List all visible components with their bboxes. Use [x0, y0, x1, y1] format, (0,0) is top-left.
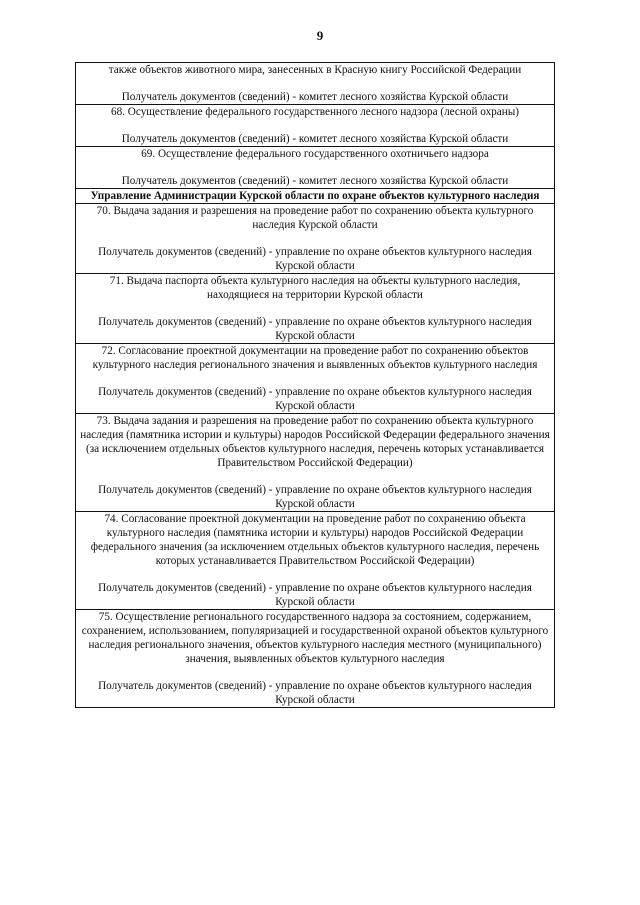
department-header-row	[76, 189, 555, 204]
table-row	[76, 344, 555, 414]
table-cell	[76, 105, 555, 147]
service-title: 70. Выдача задания и разрешения на проведение работ по сохранению объекта культурного наследия Курской области	[96, 205, 534, 231]
service-recipient: Получатель документов (сведений) - управление по охране объектов культурного наследия Курской области	[98, 680, 532, 706]
service-title: также объектов животного мира, занесенных в Красную книгу Российской Федерации	[108, 64, 522, 76]
table-cell	[76, 344, 555, 414]
service-title: 74. Согласование проектной документации на проведение работ по сохранению объекта культурного наследия (памятника истории и культуры) народов Российской Федерации федерального значения (за исключением отдельных объектов культурного наследия, перечень которых устанавливается Правительством Российской Федерации)	[90, 513, 540, 567]
service-recipient: Получатель документов (сведений) - комитет лесного хозяйства Курской области	[121, 91, 509, 103]
service-recipient: Получатель документов (сведений) - управление по охране объектов культурного наследия Курской области	[98, 386, 532, 412]
table-row	[76, 204, 555, 274]
table-cell	[76, 274, 555, 344]
table-cell	[76, 414, 555, 512]
service-recipient: Получатель документов (сведений) - управление по охране объектов культурного наследия Курской области	[98, 582, 532, 608]
table-cell	[76, 147, 555, 189]
service-recipient: Получатель документов (сведений) - управление по охране объектов культурного наследия Курской области	[98, 246, 532, 272]
table-cell	[76, 204, 555, 274]
table-cell	[76, 512, 555, 610]
table-row	[76, 274, 555, 344]
table-row	[76, 414, 555, 512]
service-recipient: Получатель документов (сведений) - управление по охране объектов культурного наследия Курской области	[98, 484, 532, 510]
service-title: 71. Выдача паспорта объекта культурного наследия на объекты культурного наследия, находящиеся на территории Курской области	[109, 275, 521, 301]
service-title: 75. Осуществление регионального государственного надзора за состоянием, содержанием, сохранением, использованием, популяризацией и государственной охраной объектов культурного наследия регионального значения, объектов культурного наследия местного (муниципального) значения, выявленных объектов культурного наследия	[81, 611, 549, 665]
department-title: Управление Администрации Курской области по охране объектов культурного наследия	[90, 190, 540, 202]
table-row	[76, 147, 555, 189]
table-cell	[76, 63, 555, 105]
service-title: 69. Осуществление федерального государственного охотничьего надзора	[141, 148, 489, 160]
service-title: 72. Согласование проектной документации на проведение работ по сохранению объектов культурного наследия регионального значения и выявленных объектов культурного наследия	[92, 345, 538, 371]
page-number: 9	[316, 28, 324, 43]
table-row	[76, 512, 555, 610]
table-row	[76, 63, 555, 105]
service-recipient: Получатель документов (сведений) - комитет лесного хозяйства Курской области	[121, 133, 509, 145]
service-recipient: Получатель документов (сведений) - управление по охране объектов культурного наследия Курской области	[98, 316, 532, 342]
services-table	[75, 62, 555, 708]
service-title: 68. Осуществление федерального государственного лесного надзора (лесной охраны)	[111, 106, 519, 118]
department-header-cell	[76, 189, 555, 204]
service-recipient: Получатель документов (сведений) - комитет лесного хозяйства Курской области	[121, 175, 509, 187]
table-row	[76, 105, 555, 147]
service-title: 73. Выдача задания и разрешения на проведение работ по сохранению объекта культурного наследия (памятника истории и культуры) народов Российской Федерации федерального значения (за исключением отдельных объектов культурного наследия, перечень которых устанавливается Правительством Российской Федерации)	[80, 415, 550, 469]
table-cell	[76, 610, 555, 708]
table-row	[76, 610, 555, 708]
